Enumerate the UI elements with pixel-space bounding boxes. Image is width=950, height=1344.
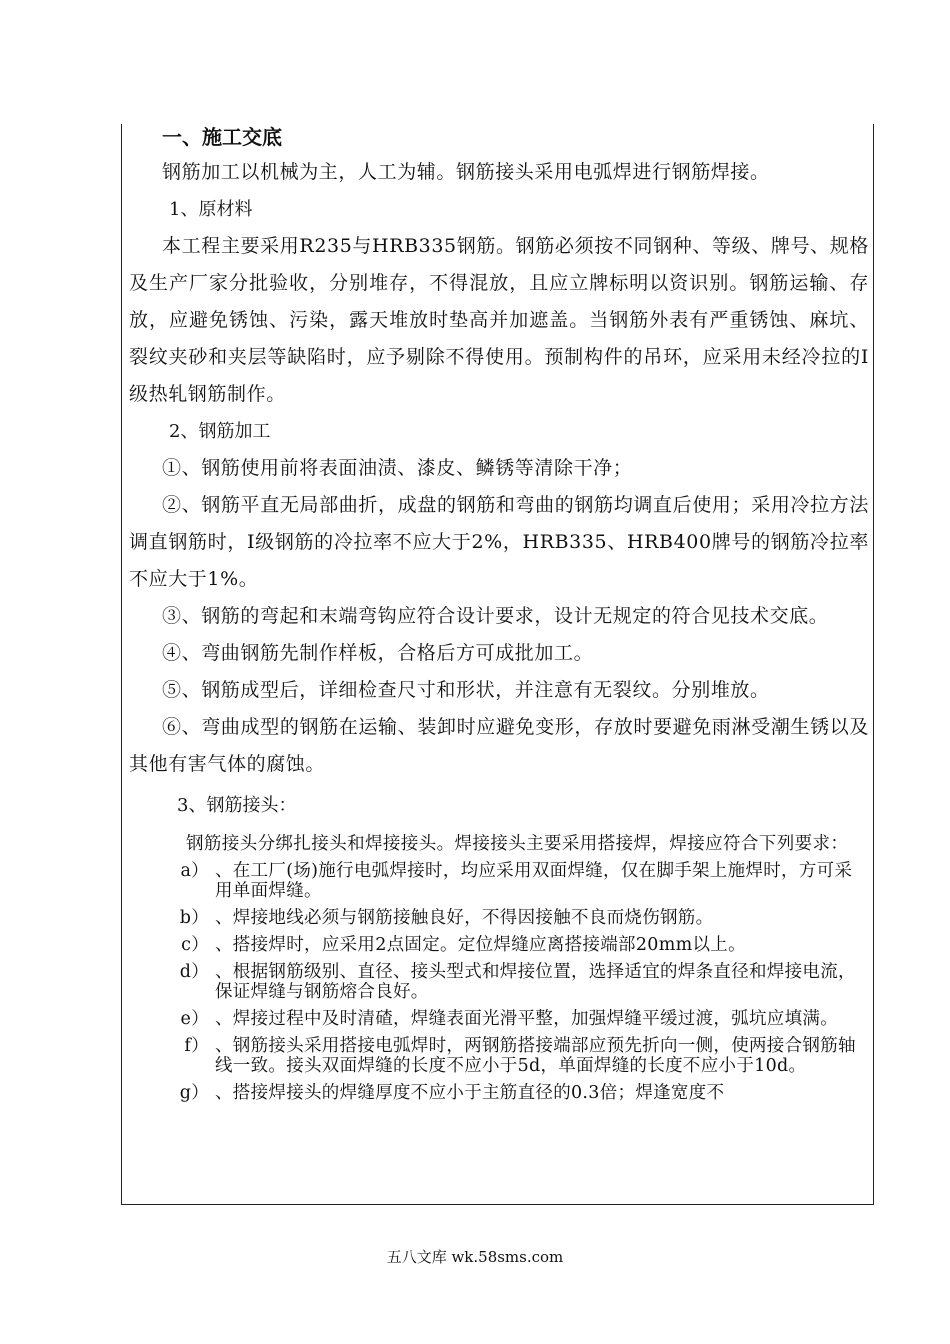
list-item (129, 1036, 869, 1076)
part2-item-2: ②、钢筋平直无局部曲折，成盘的钢筋和弯曲的钢筋均调直后使用；采用冷拉方法调直钢筋时，Ⅰ级钢筋的冷拉率不应大于2%，HRB335、HRB400牌号的钢筋冷拉率不应大于1%。 (129, 494, 869, 590)
item-label: d） (179, 962, 209, 982)
item-label: b） (179, 908, 209, 928)
part1-text: 本工程主要采用R235与HRB335钢筋。钢筋必须按不同钢种、等级、牌号、规格及生产厂家分批验收，分别堆存，不得混放，且应立牌标明以资识别。钢筋运输、存放，应避免锈蚀、污染，露天堆放时垫高并加遮盖。当钢筋外表有严重锈蚀、麻坑、裂纹夹砂和夹层等缺陷时，应予剔除不得使用。预制构件的吊环，应采用未经冷拉的Ⅰ级热轧钢筋制作。 (129, 235, 869, 405)
intro-paragraph: 钢筋加工以机械为主，人工为辅。钢筋接头采用电弧焊进行钢筋焊接。 (162, 161, 770, 183)
part3-title: 3、钢筋接头： (177, 795, 297, 816)
footer-watermark: 五八文库 wk.58sms.com (386, 1248, 564, 1266)
item-text: 、搭接焊时，应采用2点固定。定位焊缝应离搭接端部20mm以上。 (215, 935, 746, 955)
item-text: 、焊接过程中及时清碴，焊缝表面光滑平整，加强焊缝平缓过渡，弧坑应填满。 (215, 1009, 838, 1029)
item-text: 、钢筋接头采用搭接电弧焊时，两钢筋搭接端部应预先折向一侧，使两接合钢筋轴线一致。接头双面焊缝的长度不应小于5d，单面焊缝的长度不应小于10d。 (215, 1036, 856, 1076)
part3-intro: 钢筋接头分绑扎接头和焊接接头。焊接接头主要采用搭接焊，焊接应符合下列要求： (186, 834, 849, 854)
list-item (129, 861, 869, 901)
item-text: 、根据钢筋级别、直径、接头型式和焊接位置，选择适宜的焊条直径和焊接电流，保证焊缝与钢筋熔合良好。 (215, 962, 856, 1002)
item-label: e） (180, 1009, 209, 1029)
list-item (129, 908, 869, 928)
item-text: 、搭接焊接头的焊缝厚度不应小于主筋直径的0.3倍；焊逢宽度不 (215, 1083, 725, 1103)
part2-item-1: ①、钢筋使用前将表面油渍、漆皮、鳞锈等清除干净； (162, 457, 633, 479)
part1-title: 1、原材料 (169, 199, 253, 220)
part2-item-3: ③、钢筋的弯起和末端弯钩应符合设计要求，设计无规定的符合见技术交底。 (162, 605, 829, 627)
item-text: 、焊接地线必须与钢筋接触良好，不得因接触不良而烧伤钢筋。 (215, 908, 714, 928)
part2-item-6: ⑥、弯曲成型的钢筋在运输、装卸时应避免变形，存放时要避免雨淋受潮生锈以及其他有害气体的腐蚀。 (129, 716, 869, 775)
list-item (129, 962, 869, 1002)
list-item (129, 1083, 869, 1103)
part2-item-4: ④、弯曲钢筋先制作样板，合格后方可成批加工。 (162, 642, 594, 664)
item-text: 、在工厂(场)施行电弧焊接时，均应采用双面焊缝，仅在脚手架上施焊时，方可采用单面焊缝。 (215, 861, 853, 901)
item-label: c） (181, 935, 209, 955)
item-label: f） (184, 1036, 209, 1056)
document-body (129, 120, 869, 1103)
part2-title: 2、钢筋加工 (169, 421, 271, 442)
part2-item-5: ⑤、钢筋成型后，详细检查尺寸和形状，并注意有无裂纹。分别堆放。 (162, 679, 770, 701)
item-label: a） (180, 861, 209, 881)
item-label: g） (179, 1083, 209, 1103)
section-title: 一、施工交底 (162, 125, 282, 149)
list-item (129, 1009, 869, 1029)
list-item (129, 935, 869, 955)
